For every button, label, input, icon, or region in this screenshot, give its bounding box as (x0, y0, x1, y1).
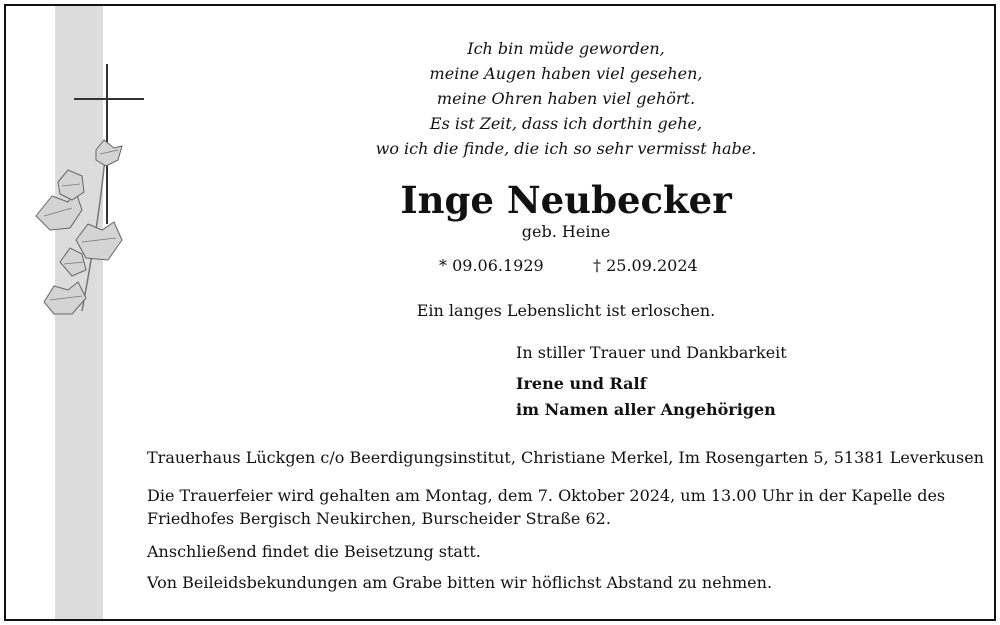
funeral-service-info: Die Trauerfeier wird gehalten am Montag, dem 7. Oktober 2024, um 13.00 Uhr in der Kapelle des Friedhofes Bergisch Neukirchen, Burscheider Straße 62. (147, 486, 946, 528)
poem-line: wo ich die finde, die ich so sehr vermisst habe. (375, 139, 757, 158)
burial-info: Anschließend findet die Beisetzung statt. (147, 542, 481, 561)
condolence-note: Von Beileidsbekundungen am Grabe bitten wir höflichst Abstand zu nehmen. (147, 573, 773, 592)
poem-line: Ich bin müde geworden, (467, 39, 665, 58)
obituary-card (4, 4, 996, 621)
mourners-family: im Namen aller Angehörigen (516, 400, 776, 419)
statement: Ein langes Lebenslicht ist erloschen. (416, 301, 716, 320)
mourners-names: Irene und Ralf (516, 374, 647, 393)
poem-line: meine Augen haben viel gesehen, (429, 64, 703, 83)
ivy-leaves-icon (24, 136, 144, 326)
birth-name: geb. Heine (521, 222, 611, 241)
deceased-name: Inge Neubecker (400, 178, 732, 222)
birth-date: * 09.06.1929 (439, 256, 544, 275)
poem-line: Es ist Zeit, dass ich dorthin gehe, (429, 114, 703, 133)
poem-line: meine Ohren haben viel gehört. (436, 89, 696, 108)
death-date: † 25.09.2024 (593, 256, 698, 275)
cross-icon-bar (74, 98, 144, 100)
poem (336, 36, 796, 161)
mourners-intro: In stiller Trauer und Dankbarkeit (516, 343, 787, 362)
mourning-house-address: Trauerhaus Lückgen c/o Beerdigungsinstitut, Christiane Merkel, Im Rosengarten 5, 51381 Leverkusen (147, 448, 984, 467)
